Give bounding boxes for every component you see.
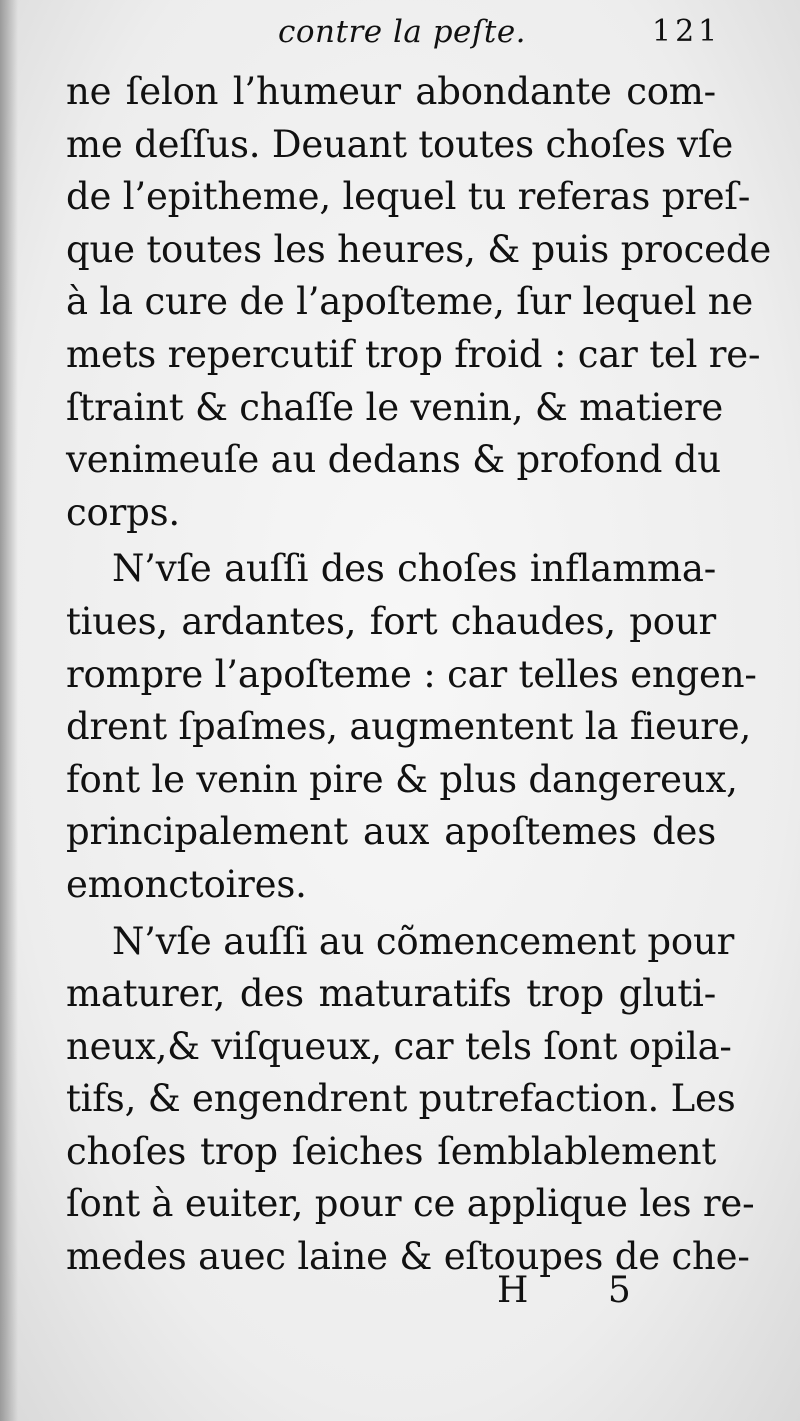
text-line: rompre l’apoſteme : car telles engen- [66, 652, 757, 696]
body-text [66, 66, 772, 1284]
page-footer [0, 1270, 800, 1320]
paragraph-3 [66, 916, 755, 1284]
text-line: mets repercutif trop froid : car tel re- [66, 332, 761, 376]
text-line: me deſſus. Deuant toutes choſes vſe [66, 122, 734, 166]
text-line: tiues, ardantes, fort chaudes, pour [66, 599, 716, 643]
text-line: venimeuſe au dedans & profond du [66, 438, 721, 482]
text-line: ſont à euiter, pour ce applique les re- [66, 1182, 755, 1226]
text-line: ſtraint & chaſſe le venin, & matiere [66, 385, 724, 429]
text-line: neux,& viſqueux, car tels ſont opila- [66, 1024, 732, 1068]
text-line: ne ſelon l’humeur abondante com- [66, 70, 716, 113]
running-title: contre la peſte. [278, 14, 527, 50]
text-line: tifs, & engendrent putrefaction. Les [66, 1077, 736, 1121]
text-line: à la cure de l’apoſteme, ſur lequel ne [66, 280, 754, 324]
text-line: maturer, des maturatifs trop gluti- [66, 972, 716, 1016]
text-line: font le venin pire & plus dangereux, [66, 757, 738, 801]
text-line: drent ſpaſmes, augmentent la fieure, [66, 705, 752, 749]
text-line: que toutes les heures, & puis procede [66, 227, 772, 271]
text-line: principalement aux apoſtemes des [66, 810, 716, 854]
page-header [0, 14, 800, 54]
text-line: emonctoires. [66, 862, 307, 906]
signature-mark: H 5 [497, 1270, 665, 1311]
text-line: corps. [66, 490, 180, 534]
text-line: N’vſe auſſi des choſes inflamma- [112, 547, 716, 591]
text-line: medes auec laine & eſtoupes de che- [66, 1235, 750, 1279]
paragraph-1 [66, 66, 772, 539]
text-line: choſes trop ſeiches ſemblablement [66, 1129, 716, 1173]
text-line: de l’epitheme, lequel tu referas preſ- [66, 175, 751, 219]
paragraph-2 [66, 543, 757, 911]
page-number: 121 [652, 14, 722, 49]
text-line: N’vſe auſſi au cõmencement pour [112, 919, 735, 963]
